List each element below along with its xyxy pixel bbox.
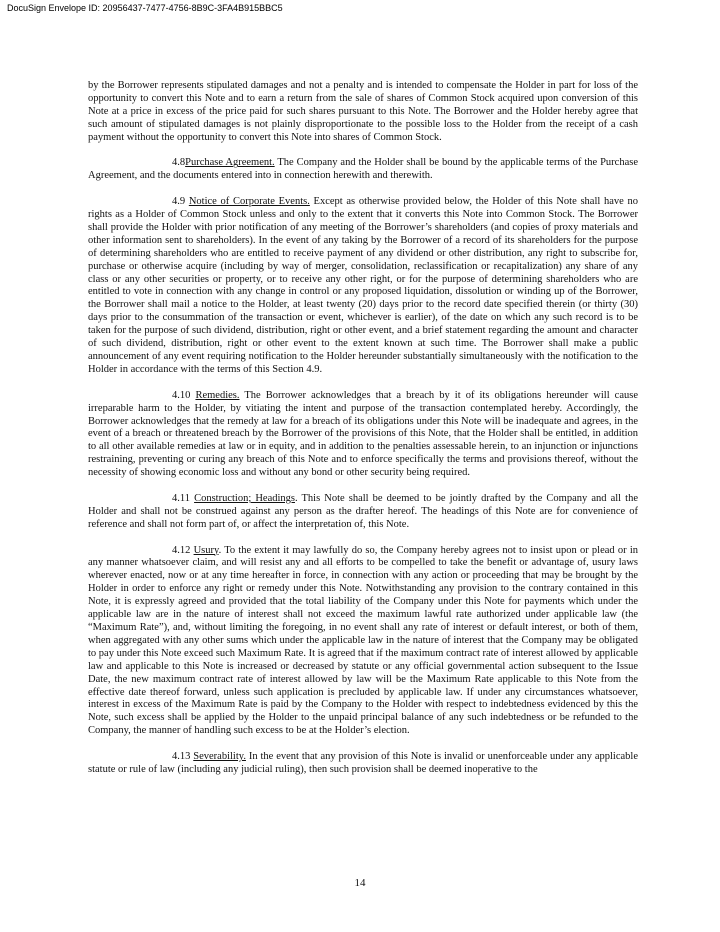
section-heading: Construction; Headings: [194, 492, 295, 504]
paragraph-text: by the Borrower represents stipulated damages and not a penalty and is intended to compensate the Holder in part for loss of the opportunity to convert this Note and to earn a return from the sale of shares of Common Stock acquired upon conversion of this Note at a price in excess of the price paid for such shares pursuant to this Note. The Borrower and the Holder hereby agree that such amount of stipulated damages is not plainly disproportionate to the possible loss to the Holder from the receipt of a cash payment without the opportunity to convert this Note into shares of Common Stock.: [88, 80, 638, 143]
section-4-10: [88, 390, 638, 480]
section-number: 4.9: [172, 196, 189, 208]
section-4-11: [88, 493, 638, 532]
section-4-12: [88, 545, 638, 739]
section-text: The Company and the Holder shall be bound by the applicable terms of the Purchase Agreement, and the documents entered into in connection herewith and therewith.: [88, 157, 638, 182]
section-text: . This Note shall be deemed to be jointly drafted by the Company and all the Holder and shall not be construed against any person as the drafter hereof. The headings of this Note are for convenience of reference and shall not form part of, or affect the interpretation of, this Note.: [88, 492, 638, 530]
section-heading: Purchase Agreement.: [185, 157, 275, 169]
section-number: 4.13: [172, 751, 194, 763]
paragraph-continuation: [88, 80, 638, 145]
section-text: . To the extent it may lawfully do so, the Company hereby agrees not to insist upon or plead or in any manner whatsoever claim, and will resist any and all efforts to be compelled to take the benefit or advantage of, usury laws wherever enacted, now or at any time hereafter in force, in connection with any action or proceeding that may be brought by the Holder in order to enforce any right or remedy under this Note. Notwithstanding any provision to the contrary contained in this Note, it is expressly agreed and provided that the total liability of the Company under this Note for payments which under the applicable law are in the nature of interest shall not exceed the maximum lawful rate authorized under applicable law (the “Maximum Rate”), and, without limiting the foregoing, in no event shall any rate of interest or default interest, or both of them, when aggregated with any other sums which under the applicable law in the nature of interest that the Company may be obligated to pay under this Note exceed such Maximum Rate. It is agreed that if the maximum contract rate of interest allowed by applicable law and applicable to this Note is increased or decreased by statute or any official governmental action subsequent to the Issue Date, the new maximum contract rate of interest allowed by law will be the Maximum Rate applicable to this Note from the effective date thereof forward, unless such application is precluded by applicable law. If under any circumstances whatsoever, interest in excess of the Maximum Rate is paid by the Company to the Holder with respect to indebtedness evidenced by this the Note, such excess shall be applied by the Holder to the unpaid principal balance of any such indebtedness or be refunded to the Company, the manner of handling such excess to be at the Holder’s election.: [88, 544, 638, 737]
envelope-id: DocuSign Envelope ID: 20956437-7477-4756-8B9C-3FA4B915BBC5: [7, 3, 283, 13]
section-heading: Usury: [193, 544, 219, 556]
section-4-13: [88, 751, 638, 777]
section-4-8: [88, 157, 638, 183]
document-body: [88, 80, 638, 790]
section-number: 4.12: [172, 544, 194, 556]
section-heading: Notice of Corporate Events.: [188, 196, 310, 208]
section-text: The Borrower acknowledges that a breach by it of its obligations hereunder will cause irreparable harm to the Holder, by vitiating the intent and purpose of the transaction contemplated hereby. Accordingly, the Borrower acknowledges that the remedy at law for a breach of its obligations under this Note will be inadequate and agrees, in the event of a breach or threatened breach by the Borrower of the provisions of this Note, that the Holder shall be entitled, in addition to all other available remedies at law or in equity, and in addition to the penalties assessable herein, to an injunction or injunctions restraining, preventing or curing any breach of this Note and to enforce specifically the terms and provisions thereof, without the necessity of showing economic loss and without any bond or other security being required.: [88, 389, 639, 479]
page-number: 14: [354, 877, 366, 889]
section-number: 4.8: [172, 157, 186, 169]
section-heading: Severability.: [193, 751, 246, 763]
section-4-9: [88, 196, 638, 377]
section-number: 4.11: [172, 492, 195, 504]
section-heading: Remedies.: [195, 389, 240, 401]
section-text: In the event that any provision of this Note is invalid or unenforceable under any applicable statute or rule of law (including any judicial ruling), then such provision shall be deemed inoperative to the: [88, 751, 638, 775]
section-text: Except as otherwise provided below, the Holder of this Note shall have no rights as a Holder of Common Stock unless and only to the extent that it converts this Note into Common Stock. The Borrower shall provide the Holder with prior notification of any meeting of the Borrower’s shareholders (and copies of proxy materials and other information sent to shareholders). In the event of any taking by the Borrower of a record of its shareholders for the purpose of determining shareholders who are entitled to receive payment of any dividend or other distribution, any right to subscribe for, purchase or otherwise acquire (including by way of merger, consolidation, reclassification or recapitalization) any share of any class or any other securities or property, or to receive any other right, or for the purpose of determining shareholders who are entitled to vote in connection with any change in control or any proposed liquidation, dissolution or winding up of the Borrower, the Borrower shall mail a notice to the Holder, at least twenty (20) days prior to the record date specified therein (or thirty (30) days prior to the consummation of the transaction or event, whichever is earlier), of the date on which any such record is to be taken for the purpose of such dividend, distribution, right or other event, and a brief statement regarding the amount and character of such dividend, distribution, right or other event to the extent known at such time. The Borrower shall make a public announcement of any event requiring notification to the Holder hereunder substantially simultaneously with the notification to the Holder in accordance with the terms of this Section 4.9.: [88, 196, 638, 375]
section-number: 4.10: [172, 389, 196, 401]
